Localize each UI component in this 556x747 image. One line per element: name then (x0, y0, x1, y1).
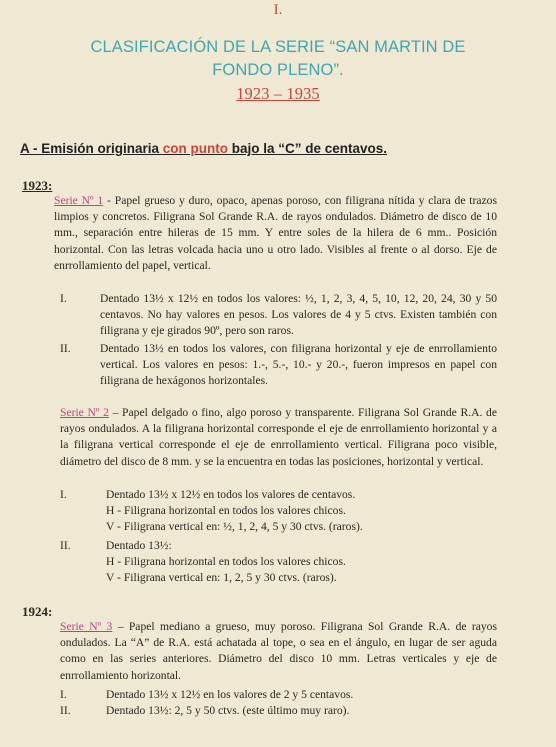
serie-3-description (60, 619, 497, 684)
title-line-1: CLASIFICACIÓN DE LA SERIE “SAN MARTIN DE (90, 38, 466, 56)
serie-3-item-2 (60, 703, 497, 719)
document-title (0, 36, 556, 106)
serie-3-item-1 (60, 687, 497, 703)
serie-2-text: – Papel delgado o fino, algo poroso y transparente. Filigrana Sol Grande R.A. de rayos ondulados. A la filigrana horizontal corresponde el eje de enrrollamiento horizontal y a la filigrana vertical corresponde el eje de enrrollamiento vertical. Filigrana poco visible, diámetro del disco de 8 mm. y se la encuentra en todas las posiciones, horizontal y vertical. (60, 406, 497, 468)
section-suffix: bajo la “C” de centavos. (228, 141, 388, 156)
serie-1-item-1 (60, 291, 497, 338)
chapter-number: I. (273, 2, 283, 18)
year-heading-1923: 1923: (22, 178, 53, 193)
section-highlight: con punto (162, 141, 229, 156)
item-text: Dentado 13½ x 12½ en todos los valores: ½, 1, 2, 3, 4, 5, 10, 12, 20, 24, 30 y 50 centavos. No hay valores en pesos. Los valores de 4 y 5 ctvs. Existen también con filigrana y eje girados 90º, pero son raros. (100, 292, 497, 338)
item-text: Dentado 13½: 2, 5 y 50 ctvs. (este último muy raro). (106, 704, 350, 717)
serie-2-item-1-h: H - Filigrana horizontal en todos los valores chicos. (106, 504, 346, 517)
serie-1-item-2 (60, 341, 497, 389)
serie-2-item-1 (60, 487, 497, 503)
serie-1-link[interactable]: Serie Nº 1 (54, 194, 104, 207)
serie-2-item-2-v: V - Filigrana vertical en: 1, 2, 5 y 30 ctvs. (raros). (106, 571, 337, 584)
serie-2-link[interactable]: Serie Nº 2 (60, 406, 109, 419)
item-number: I. (60, 688, 67, 701)
serie-2-description (60, 405, 497, 470)
serie-3-text: – Papel mediano a grueso, muy poroso. Filigrana Sol Grande R.A. de rayos ondulados. La “A” de R.A. está achatada al tope, o sea en el ángulo, en lugar de ser aguda como en las series anteriores. Diámetro del disco 10 mm. Letras verticales y eje de enrrollamiento horizontal. (60, 620, 497, 682)
serie-1-text: - Papel grueso y duro, opaco, apenas poroso, con filigrana nítida y clara de trazos limpios y concretos. Filigrana Sol Grande R.A. de rayos ondulados. Diámetro de disco de 10 mm., separación entre hileras de 15 mm. Y entre soles de la hilera de 6 mm.. Posición horizontal. Con las letras volcada hacia uno u otro lado. Visibles al frente o al dorso. Eje de enrrollamiento del papel, vertical. (54, 194, 497, 272)
item-text: Dentado 13½ x 12½ en todos los valores de centavos. (106, 488, 356, 501)
title-years: 1923 – 1935 (236, 84, 320, 103)
item-number: I. (60, 488, 67, 501)
year-heading-1924: 1924: (22, 604, 53, 619)
serie-2-item-2 (60, 538, 497, 554)
item-number: II. (60, 704, 71, 717)
item-text: Dentado 13½ x 12½ en los valores de 2 y 5 centavos. (106, 688, 354, 701)
title-line-2: FONDO PLENO”. (212, 61, 344, 79)
section-prefix: A - Emisión originaria (20, 141, 163, 156)
item-number: II. (60, 539, 71, 552)
serie-2-item-1-v: V - Filigrana vertical en: ½, 1, 2, 4, 5 y 30 ctvs. (raros). (106, 520, 363, 533)
item-number: II. (60, 342, 71, 355)
item-text: Dentado 13½: (106, 539, 172, 552)
section-heading (20, 141, 387, 156)
serie-2-item-2-h: H - Filigrana horizontal en todos los valores chicos. (106, 555, 346, 568)
serie-3-link[interactable]: Serie Nº 3 (60, 620, 113, 633)
item-text: Dentado 13½ en todos los valores, con filigrana horizontal y eje de enrrollamiento vertical. Los valores en pesos: 1.-, 5.-, 10.- y 20.-, fueron impresos en papel con filigrana de hexágonos horizontales. (100, 342, 497, 388)
serie-1-description (54, 193, 497, 274)
item-number: I. (60, 292, 67, 305)
